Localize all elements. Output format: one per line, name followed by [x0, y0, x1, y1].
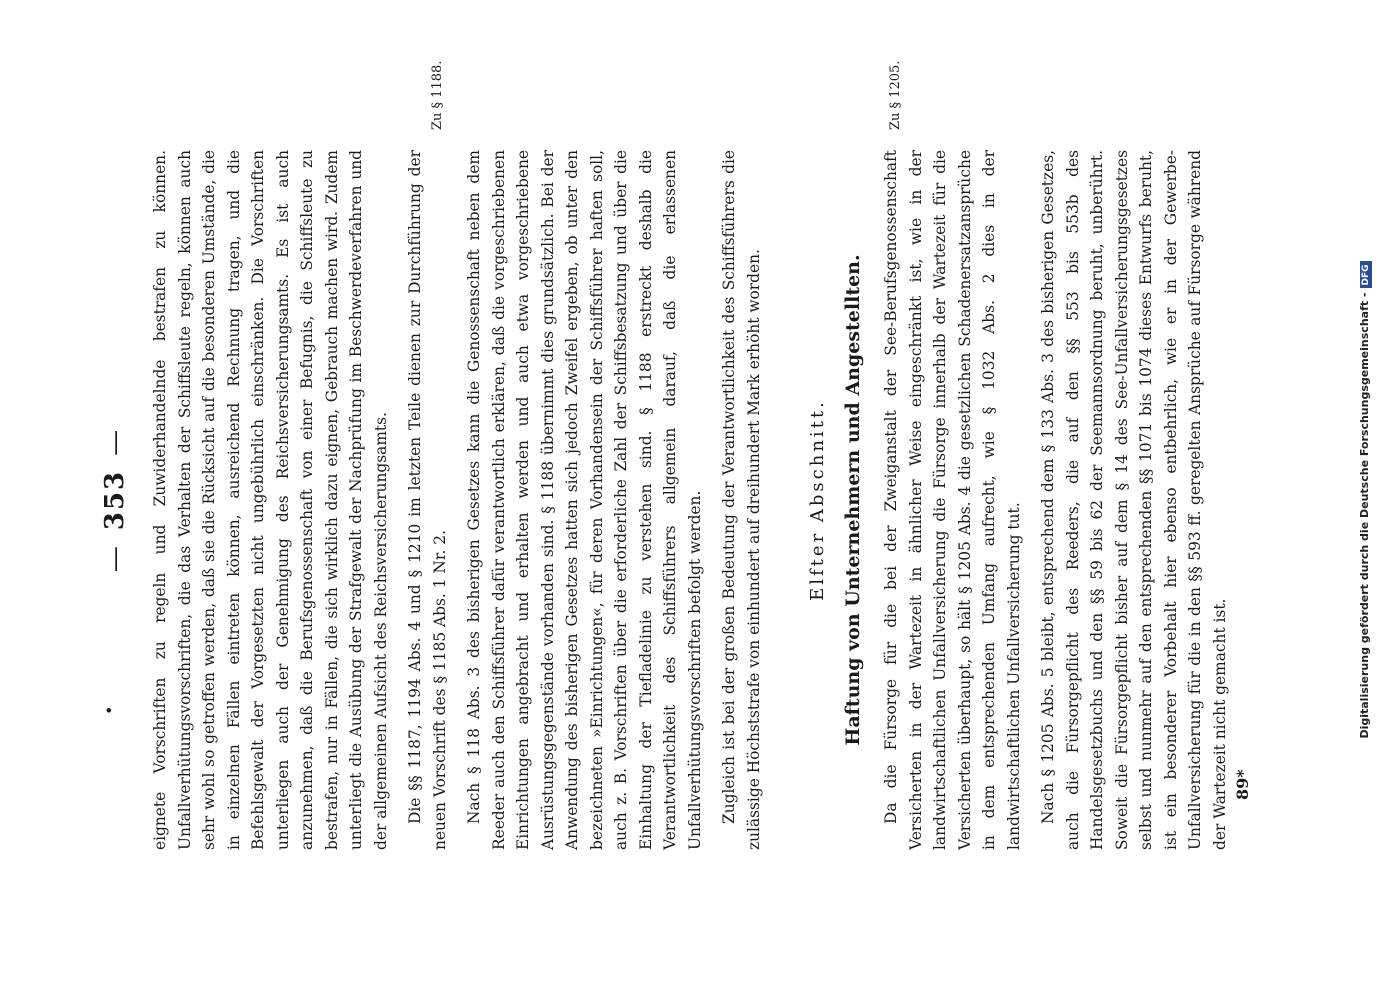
digitization-credit — [1358, 0, 1372, 1000]
dfg-logo: DFG — [1360, 261, 1372, 288]
section-subtitle: Haftung von Unternehmern und Angestellten. — [841, 254, 864, 746]
section-title: Elfter Abschnitt. — [807, 399, 828, 601]
margin-note-1205: Zu § 1205. — [888, 60, 903, 130]
paragraph: Die §§ 1187, 1194 Abs. 4 und § 1210 im letzten Teile dienen zur Durchführung der neuen Vorschrift des § 1185 Abs. 1 Nr. 2. — [406, 150, 449, 850]
paragraph: Nach § 1205 Abs. 5 bleibt, entsprechend dem § 133 Abs. 3 des bisherigen Gesetzes, auch die Fürsorgepflicht des Reeders, die auf den §§ 553 bis 553b des Handelsgesetzbuchs und den §§ 59 bis 62 der Seemannsordnung beruht, unberührt. Soweit die Fürsorgepflicht bisher auf dem § 14 des See-Unfallversicherungsgesetzes selbst und nunmehr auf den entsprechenden §§ 1071 bis 1074 dieses Entwurfs beruht, ist ein besonderer Vorbehalt hier ebenso entbehrlich, wie er in der Gewerbe-Unfallversicherung für die in den §§ 593 ff. geregelten Ansprüche auf Fürsorge während der Wartezeit nicht gemacht ist. — [1039, 150, 1229, 850]
paragraph: Nach § 118 Abs. 3 des bisherigen Gesetzes kann die Genossenschaft neben dem Reeder auch den Schiffsführer dafür verantwortlich erklären, daß die vorgeschriebenen Einrichtungen angebracht und erhalten werden und auch etwa vorgeschriebene Ausrüstungsgegenstände vorhanden sind. § 1188 übernimmt dies grundsätzlich. Bei der Anwendung des bisherigen Gesetzes hatten sich jedoch Zweifel ergeben, ob unter den bezeichneten »Einrichtungen«, für deren Vorhandensein der Schiffsführer haften soll, auch z. B. Vorschriften über die erforderliche Zahl der Schiffsbesatzung und über die Einhaltung der Tiefladelinie zu verstehen sind. § 1188 erstreckt deshalb die Verantwortlichkeit des Schiffsführers allgemein darauf, daß die erlassenen Unfallverhütungsvorschriften befolgt werden. — [465, 150, 704, 850]
header-dash-right: — — [100, 427, 130, 456]
page-header — [100, 0, 130, 1000]
credit-text: Digitalisierung gefördert durch die Deutsche Forschungsgemeinschaft - — [1358, 292, 1371, 739]
paragraph: Da die Fürsorge für die bei der Zweiganstalt der See-Berufsgenossenschaft Versicherten in der Wartezeit in ähnlicher Weise eingeschränkt ist, wie in der landwirtschaftlichen Unfallversicherung die Fürsorge innerhalb der Wartezeit für die Versicherten überhaupt, so hält § 1205 Abs. 4 die gesetzlichen Schadenersatzansprüche in dem entsprechenden Umfang aufrecht, wie § 1032 Abs. 2 dies in der landwirtschaftlichen Unfallversicherung tut. — [882, 150, 1023, 850]
scan-speck: • — [100, 705, 119, 715]
header-dash-left: — — [100, 544, 130, 573]
paragraph: Zugleich ist bei der großen Bedeutung der Verantwortlichkeit des Schiffsführers die zulässige Höchststrafe von einhundert auf dreihundert Mark erhöht worden. — [720, 150, 763, 850]
page-number: 353 — [100, 469, 130, 531]
margin-note-1188: Zu § 1188. — [430, 60, 445, 130]
signature-mark: 89* — [1233, 769, 1252, 800]
paragraph: eignete Vorschriften zu regeln und Zuwiderhandelnde bestrafen zu können. Unfallverhütungsvorschriften, die das Verhalten der Schiffsleute regeln, können auch sehr wohl so getroffen werden, daß sie die Rücksicht auf die besonderen Umstände, die in einzelnen Fällen eintreten können, ausreichend Rechnung tragen, und die Befehlsgewalt der Vorgesetzten nicht ungebührlich einschränken. Die Vorschriften unterliegen auch der Genehmigung des Reichsversicherungsamts. Es ist auch anzunehmen, daß die Berufsgenossenschaft von einer Befugnis, die Schiffsleute zu bestrafen, nur in Fällen, die sich wirklich dazu eignen, Gebrauch machen wird. Zudem unterliegt die Ausübung der Strafgewalt der Nachprüfung im Beschwerdeverfahren und der allgemeinen Aufsicht des Reichsversicherungsamts. — [151, 150, 390, 850]
page-body — [148, 150, 1232, 850]
